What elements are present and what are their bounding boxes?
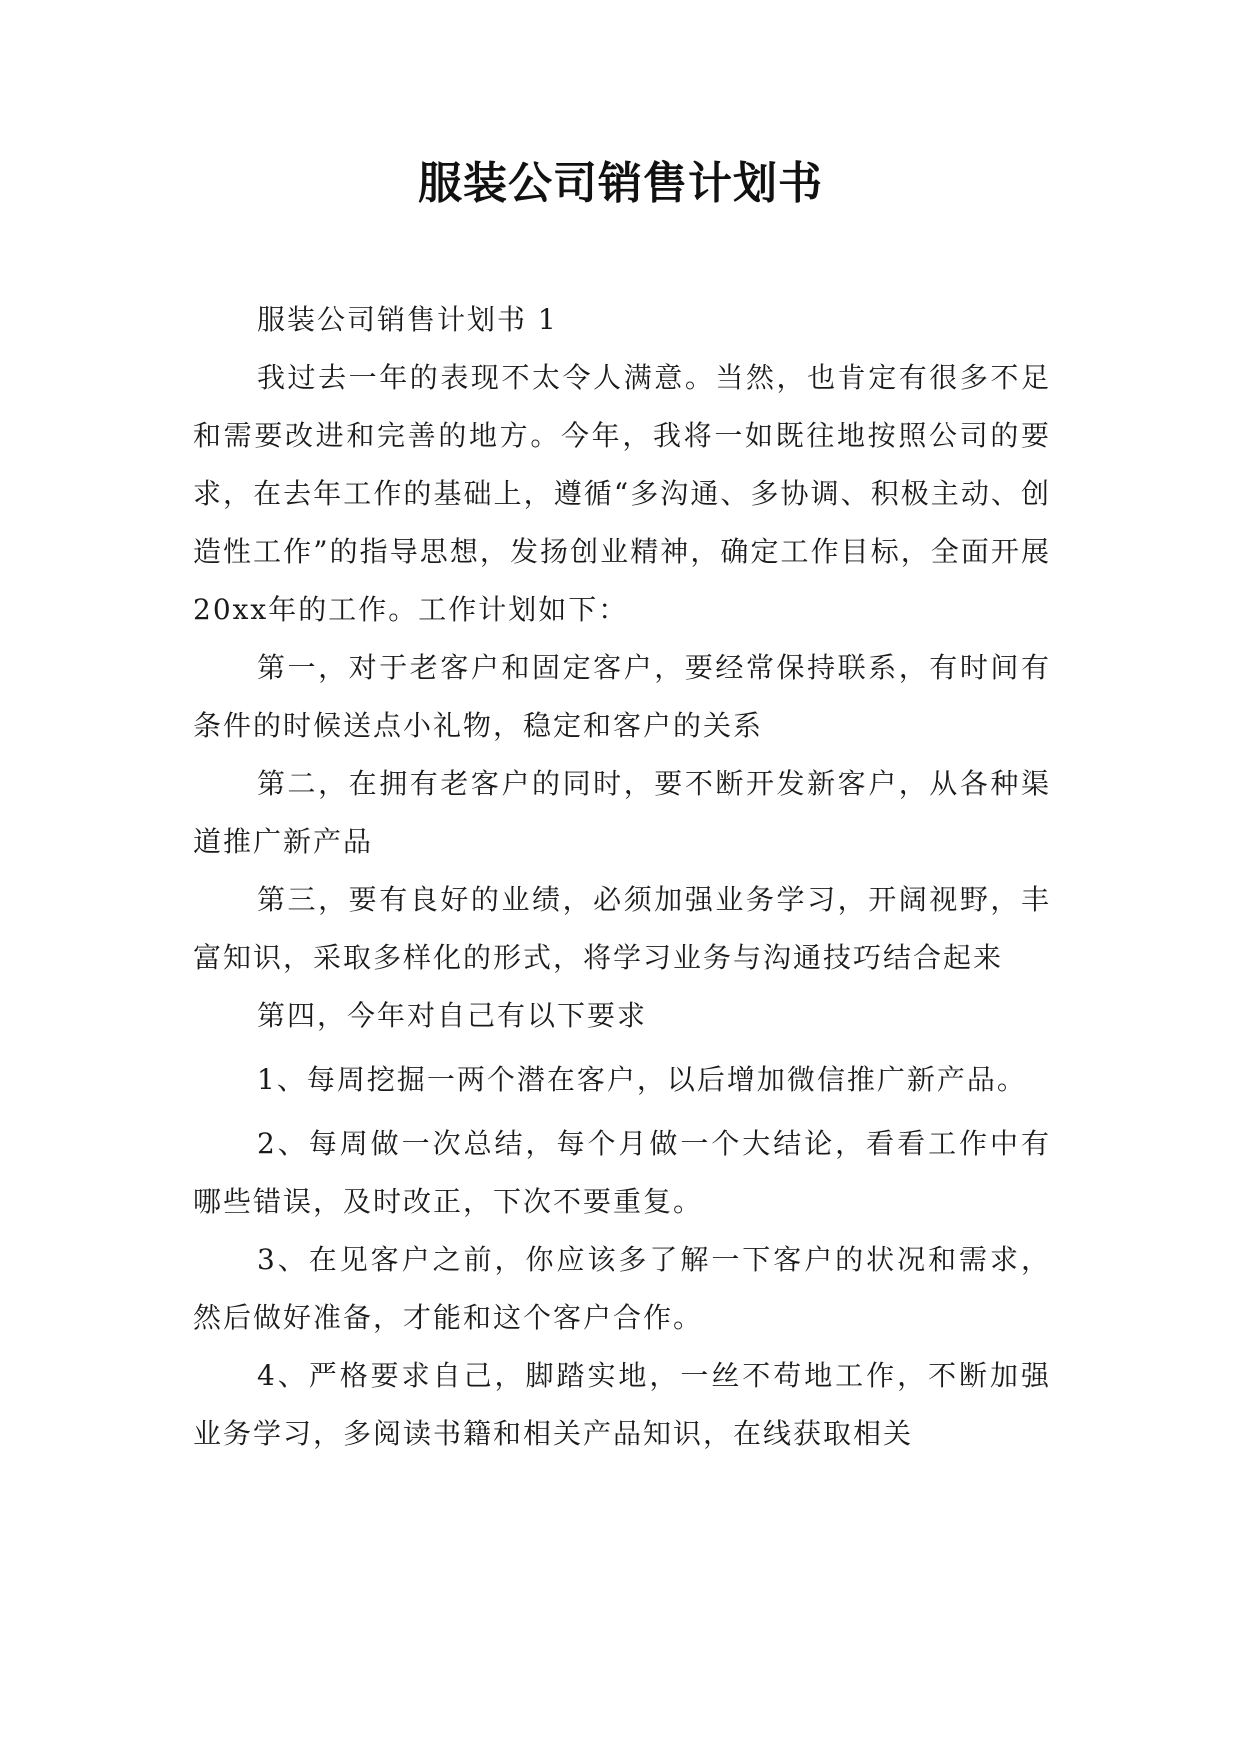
section-heading: 服装公司销售计划书 1 <box>257 303 558 336</box>
document-title: 服装公司销售计划书 <box>418 158 823 209</box>
plan-item-second: 第二，在拥有老客户的同时，要不断开发新客户，从各种渠道推广新产品 <box>193 767 1051 858</box>
requirement-item-1: 1、每周挖掘一两个潜在客户，以后增加微信推广新产品。 <box>257 1063 1027 1096</box>
plan-item-third: 第三，要有良好的业绩，必须加强业务学习，开阔视野，丰富知识，采取多样化的形式，将学习业务与沟通技巧结合起来 <box>193 883 1051 974</box>
document-body <box>193 291 1051 1463</box>
plan-item-first: 第一，对于老客户和固定客户，要经常保持联系，有时间有条件的时候送点小礼物，稳定和客户的关系 <box>193 651 1051 742</box>
plan-item-fourth: 第四，今年对自己有以下要求 <box>257 999 648 1032</box>
requirement-item-4: 4、严格要求自己，脚踏实地，一丝不苟地工作，不断加强业务学习，多阅读书籍和相关产品知识，在线获取相关 <box>193 1359 1051 1450</box>
requirement-item-2: 2、每周做一次总结，每个月做一个大结论，看看工作中有哪些错误，及时改正，下次不要重复。 <box>193 1127 1051 1218</box>
intro-paragraph: 我过去一年的表现不太令人满意。当然，也肯定有很多不足和需要改进和完善的地方。今年，我将一如既往地按照公司的要求，在去年工作的基础上，遵循“多沟通、多协调、积极主动、创造性工作”的指导思想，发扬创业精神，确定工作目标，全面开展20xx年的工作。工作计划如下： <box>193 361 1051 626</box>
requirement-item-3: 3、在见客户之前，你应该多了解一下客户的状况和需求，然后做好准备，才能和这个客户合作。 <box>193 1243 1051 1334</box>
